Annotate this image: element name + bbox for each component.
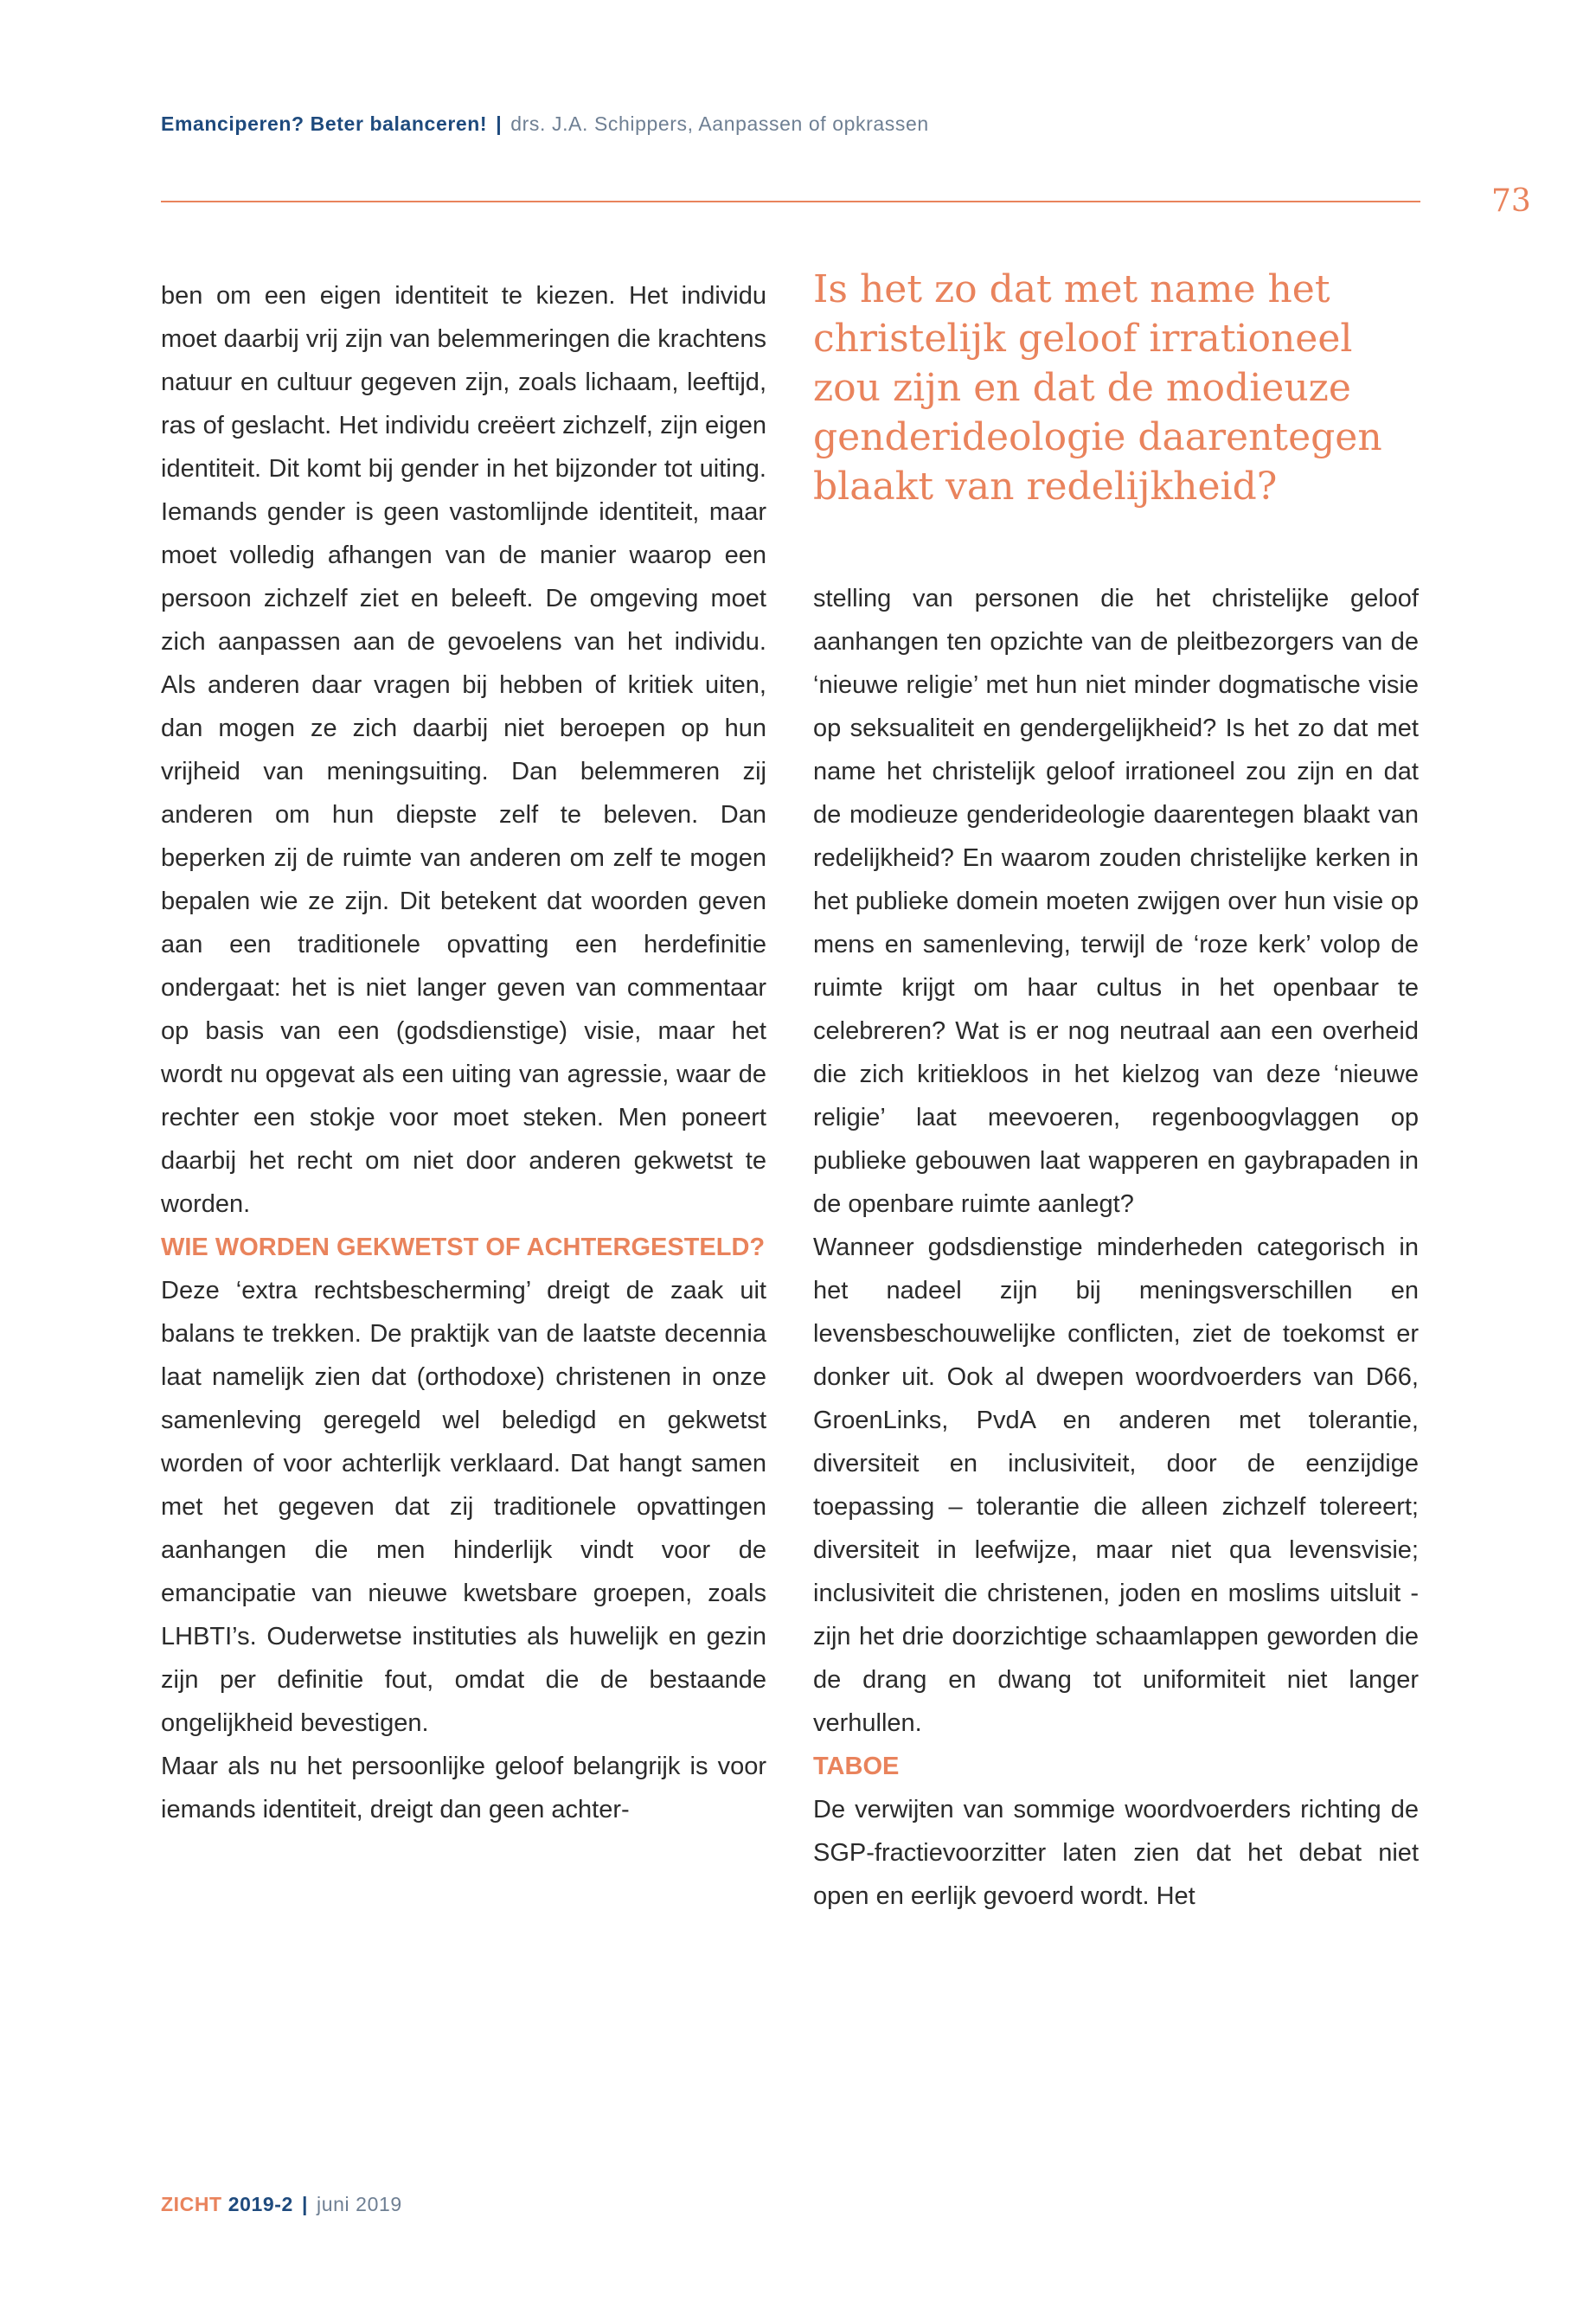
left-column [161,274,766,1831]
right-column [813,577,1419,1918]
left-paragraph-3: Maar als nu het persoonlijke geloof belangrijk is voor iemands identiteit, dreigt dan geen achter- [161,1753,766,1823]
footer-separator: | [301,2193,308,2215]
running-head-title: Emanciperen? Beter balanceren! [161,112,488,135]
right-paragraph-1: stelling van personen die het christelijke geloof aanhangen ten opzichte van de pleitbezorgers van de ‘nieuwe religie’ met hun niet minder dogmatische visie op seksualiteit en gendergelijkheid? Is het zo dat met name het christelijk geloof irrationeel zou zijn en dat de modieuze genderideologie daarentegen blaakt van redelijkheid? En waarom zouden christelijke kerken in het publieke domein moeten zwijgen over hun visie op mens en samenleving, terwijl de ‘roze kerk’ volop de ruimte krijgt om haar cultus in het openbaar te celebreren? Wat is er nog neutraal aan een overheid die zich kritiekloos in het kielzog van deze ‘nieuwe religie’ laat meevoeren, regenboogvlaggen op publieke gebouwen laat wapperen en gaybrapaden in de openbare ruimte aanlegt? [813,585,1419,1218]
left-paragraph-2: Deze ‘extra rechtsbescherming’ dreigt de zaak uit balans te trekken. De praktijk van de laatste decennia laat namelijk zien dat (orthodoxe) christenen in onze samenleving geregeld wel beledigd en gekwetst worden of voor achterlijk verklaard. Dat hangt samen met het gegeven dat zij traditionele opvattingen aanhangen die men hinderlijk vindt voor de emancipatie van nieuwe kwetsbare groepen, zoals LHBTI’s. Ouderwetse instituties als huwelijk en gezin zijn per definitie fout, omdat die de bestaande ongelijkheid bevestigen. [161,1277,766,1737]
header-rule [161,201,1420,202]
right-paragraph-2: Wanneer godsdienstige minderheden categorisch in het nadeel zijn bij meningsverschillen en levensbeschouwelijke conflicten, ziet de toekomst er donker uit. Ook al dwepen woordvoerders van D66, GroenLinks, PvdA en anderen met tolerantie, diversiteit en inclusiviteit, door de eenzijdige toepassing – tolerantie die alleen zichzelf tolereert; diversiteit in leefwijze, maar niet qua levensvisie; inclusiviteit die christenen, joden en moslims uitsluit - zijn het drie doorzichtige schaamlappen geworden die de drang en dwang tot uniformiteit niet langer verhullen. [813,1234,1419,1737]
pull-quote: Is het zo dat met name het christelijk geloof irrationeel zou zijn en dat de modieuze genderideologie daarentegen blaakt van redelijkheid? [813,267,1382,509]
right-paragraph-3: De verwijten van sommige woordvoerders richting de SGP-fractievoorzitter laten zien dat het debat niet open en eerlijk gevoerd wordt. Het [813,1796,1419,1910]
footer-issue: 2019-2 [228,2193,293,2215]
running-head-subtitle: drs. J.A. Schippers, Aanpassen of opkrassen [510,112,929,135]
running-head-separator: | [496,112,503,135]
page-number: 73 [1491,183,1531,219]
section-heading-gekwetst: WIE WORDEN GEKWETST OF ACHTERGESTELD? [161,1234,766,1261]
running-head [161,112,929,136]
left-paragraph-1: ben om een eigen identiteit te kiezen. Het individu moet daarbij vrij zijn van belemmeringen die krachtens natuur en cultuur gegeven zijn, zoals lichaam, leeftijd, ras of geslacht. Het individu creëert zichzelf, zijn eigen identiteit. Dit komt bij gender in het bijzonder tot uiting. Iemands gender is geen vastomlijnde identiteit, maar moet volledig afhangen van de manier waarop een persoon zichzelf ziet en beleeft. De omgeving moet zich aanpassen aan de gevoelens van het individu. Als anderen daar vragen bij hebben of kritiek uiten, dan mogen ze zich daarbij niet beroepen op hun vrijheid van meningsuiting. Dan belemmeren zij anderen om hun diepste zelf te beleven. Dan beperken zij de ruimte van anderen om zelf te mogen bepalen wie ze zijn. Dit betekent dat woorden geven aan een traditionele opvatting een herdefinitie ondergaat: het is niet langer geven van commentaar op basis van een (godsdienstige) visie, maar het wordt nu opgevat als een uiting van agressie, waar de rechter een stokje voor moet steken. Men poneert daarbij het recht om niet door anderen gekwetst te worden. [161,282,766,1218]
section-heading-taboe: TABOE [813,1753,900,1780]
footer [161,2193,402,2216]
footer-magazine: ZICHT [161,2193,222,2215]
footer-date: juni 2019 [316,2193,402,2215]
